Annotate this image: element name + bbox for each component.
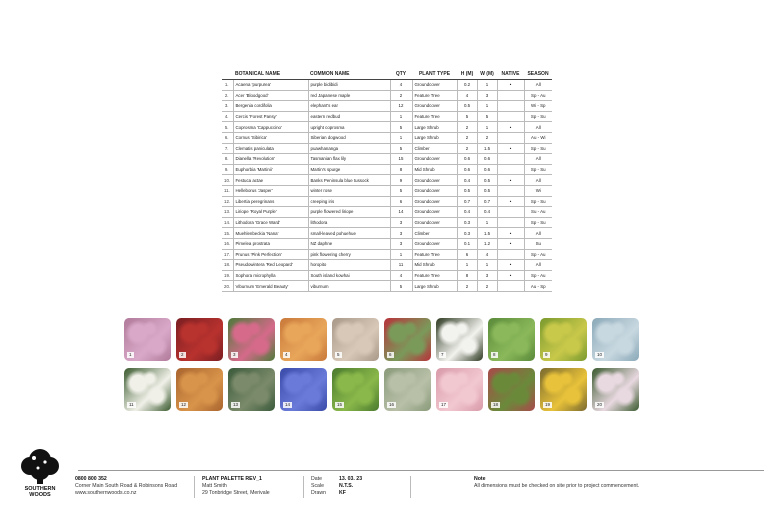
row-index: 1. <box>222 80 233 91</box>
plant-gallery <box>124 318 646 418</box>
height-cell: 2 <box>457 132 477 143</box>
native-cell: • <box>497 80 524 91</box>
plant-photo <box>332 318 379 361</box>
table-row <box>222 164 552 175</box>
common-name-cell: South island kowhai <box>308 270 390 281</box>
phone-number: 0800 800 352 <box>75 476 107 482</box>
common-name-cell: creeping iris <box>308 196 390 207</box>
plant-photo <box>228 318 275 361</box>
qty-cell: 5 <box>390 281 412 292</box>
botanical-name-cell: Acer 'Bloodgood' <box>233 90 308 101</box>
plant-photo-number: 14 <box>285 402 291 407</box>
height-cell: 2 <box>457 143 477 154</box>
height-cell: 0.6 <box>457 164 477 175</box>
logo-line-2: WOODS <box>29 492 51 498</box>
row-index: 14. <box>222 217 233 228</box>
qty-cell: 6 <box>390 196 412 207</box>
common-name-cell: NZ daphne <box>308 238 390 249</box>
height-cell: 5 <box>457 111 477 122</box>
plant-type-cell: Feature Tree <box>412 249 457 260</box>
row-index: 13. <box>222 207 233 218</box>
plant-table <box>222 68 552 292</box>
common-name-cell: elephant's ear <box>308 101 390 112</box>
row-index: 8. <box>222 154 233 165</box>
drawn-value: KF <box>339 490 346 496</box>
botanical-name-cell: Pimelea prostrata <box>233 238 308 249</box>
qty-cell: 2 <box>390 90 412 101</box>
qty-cell: 1 <box>390 111 412 122</box>
season-cell: Sp - Su <box>524 164 552 175</box>
common-name-cell: Banks Peninsula blue tussock <box>308 175 390 186</box>
header-common: COMMON NAME <box>308 68 390 80</box>
width-cell: 1 <box>477 80 497 91</box>
height-cell: 0.4 <box>457 175 477 186</box>
common-name-cell: purple bidibidi <box>308 80 390 91</box>
row-index: 16. <box>222 238 233 249</box>
common-name-cell: red Japanese maple <box>308 90 390 101</box>
date-value: 13. 03. 23 <box>339 476 363 482</box>
table-row <box>222 238 552 249</box>
native-cell <box>497 207 524 218</box>
plant-photo <box>540 318 587 361</box>
row-index: 2. <box>222 90 233 101</box>
note-title: Note <box>474 476 486 482</box>
scale-label: Scale <box>311 483 324 489</box>
row-index: 11. <box>222 185 233 196</box>
website-link[interactable]: www.southernwoods.co.nz <box>75 490 137 496</box>
table-row <box>222 154 552 165</box>
botanical-name-cell: Muehlenbeckia 'Nana' <box>233 228 308 239</box>
document-title: PLANT PALETTE REV_1 <box>202 476 262 482</box>
table-row <box>222 132 552 143</box>
season-cell: All <box>524 175 552 186</box>
table-row <box>222 80 552 91</box>
botanical-name-cell: Lithodora 'Grace Ward' <box>233 217 308 228</box>
logo-wordmark <box>18 486 62 498</box>
qty-cell: 12 <box>390 101 412 112</box>
plant-type-cell: Groundcover <box>412 185 457 196</box>
season-cell: All <box>524 154 552 165</box>
qty-cell: 5 <box>390 122 412 133</box>
width-cell: 1.2 <box>477 238 497 249</box>
native-cell: • <box>497 122 524 133</box>
plant-type-cell: Mid Shrub <box>412 260 457 271</box>
plant-type-cell: Groundcover <box>412 80 457 91</box>
width-cell: 1.5 <box>477 143 497 154</box>
season-cell: Wi <box>524 185 552 196</box>
qty-cell: 5 <box>390 185 412 196</box>
plant-type-cell: Groundcover <box>412 217 457 228</box>
botanical-name-cell: Cercis 'Forest Pansy' <box>233 111 308 122</box>
table-row <box>222 228 552 239</box>
qty-cell: 5 <box>390 143 412 154</box>
native-cell: • <box>497 175 524 186</box>
plant-schedule <box>222 68 552 292</box>
native-cell <box>497 111 524 122</box>
native-cell: • <box>497 196 524 207</box>
header-season: SEASON <box>524 68 552 80</box>
height-cell: 2 <box>457 122 477 133</box>
season-cell: All <box>524 80 552 91</box>
botanical-name-cell: Cornus 'Sibirica' <box>233 132 308 143</box>
botanical-name-cell: Acaena 'purpurea' <box>233 80 308 91</box>
table-row <box>222 90 552 101</box>
width-cell: 1 <box>477 101 497 112</box>
width-cell: 1 <box>477 217 497 228</box>
plant-photo <box>124 368 171 411</box>
plant-photo-number: 3 <box>233 352 236 357</box>
plant-photo <box>176 368 223 411</box>
season-cell: All <box>524 228 552 239</box>
height-cell: 2 <box>457 281 477 292</box>
tree-logo-icon <box>18 446 62 486</box>
plant-photo-number: 16 <box>389 402 395 407</box>
native-cell <box>497 164 524 175</box>
height-cell: 0.3 <box>457 228 477 239</box>
width-cell: 2 <box>477 281 497 292</box>
botanical-name-cell: Libertia peregrinans <box>233 196 308 207</box>
season-cell: Sp - Su <box>524 143 552 154</box>
common-name-cell: pink flowering cherry <box>308 249 390 260</box>
common-name-cell: Tasmanian flax lily <box>308 154 390 165</box>
plant-type-cell: Feature Tree <box>412 111 457 122</box>
botanical-name-cell: Prunus 'Pink Perfection' <box>233 249 308 260</box>
plant-photo <box>592 318 639 361</box>
botanical-name-cell: Euphorbia 'Martinii' <box>233 164 308 175</box>
plant-photo-number: 9 <box>545 352 548 357</box>
qty-cell: 4 <box>390 270 412 281</box>
season-cell: All <box>524 122 552 133</box>
season-cell: Au - Sp <box>524 281 552 292</box>
drawing-info-block <box>311 476 362 497</box>
width-cell: 0.7 <box>477 196 497 207</box>
header-native: NATIVE <box>497 68 524 80</box>
plant-photo-number: 1 <box>129 352 132 357</box>
common-name-cell: eastern redbud <box>308 111 390 122</box>
common-name-cell: Siberian dogwood <box>308 132 390 143</box>
plant-type-cell: Large Shrub <box>412 132 457 143</box>
qty-cell: 1 <box>390 249 412 260</box>
table-row <box>222 270 552 281</box>
width-cell: 0.6 <box>477 164 497 175</box>
title-block <box>18 446 748 502</box>
plant-photo-number: 15 <box>337 402 343 407</box>
plant-type-cell: Groundcover <box>412 207 457 218</box>
qty-cell: 9 <box>390 175 412 186</box>
plant-photo-number: 13 <box>233 402 239 407</box>
height-cell: 0.5 <box>457 185 477 196</box>
scale-value: N.T.S. <box>339 483 354 489</box>
header-index <box>222 68 233 80</box>
plant-photo-number: 5 <box>337 352 340 357</box>
common-name-cell: Martin's spurge <box>308 164 390 175</box>
plant-photo <box>384 318 431 361</box>
width-cell: 1 <box>477 122 497 133</box>
table-row <box>222 196 552 207</box>
botanical-name-cell: Pseudowintera 'Red Leopard' <box>233 260 308 271</box>
plant-photo-number: 19 <box>545 402 551 407</box>
height-cell: 0.3 <box>457 217 477 228</box>
botanical-name-cell: Clematis paniculata <box>233 143 308 154</box>
common-name-cell: small-leaved pohuehue <box>308 228 390 239</box>
height-cell: 6 <box>457 249 477 260</box>
header-botanical: BOTANICAL NAME <box>233 68 308 80</box>
plant-photo <box>280 368 327 411</box>
native-cell <box>497 90 524 101</box>
plant-type-cell: Groundcover <box>412 238 457 249</box>
common-name-cell: puawhananga <box>308 143 390 154</box>
header-type: PLANT TYPE <box>412 68 457 80</box>
plant-photo <box>124 318 171 361</box>
row-index: 12. <box>222 196 233 207</box>
plant-photo-number: 2 <box>181 352 184 357</box>
date-label: Date <box>311 476 322 482</box>
width-cell: 2 <box>477 132 497 143</box>
season-cell: Sp - Su <box>524 217 552 228</box>
gallery-row <box>124 368 646 411</box>
row-index: 5. <box>222 122 233 133</box>
height-cell: 0.7 <box>457 196 477 207</box>
botanical-name-cell: Festuca actae <box>233 175 308 186</box>
width-cell: 3 <box>477 270 497 281</box>
row-index: 9. <box>222 164 233 175</box>
gallery-row <box>124 318 646 361</box>
row-index: 6. <box>222 132 233 143</box>
site-address: 29 Tonbridge Street, Merivale <box>202 490 270 496</box>
height-cell: 0.5 <box>457 101 477 112</box>
plant-photo <box>280 318 327 361</box>
width-cell: 3 <box>477 90 497 101</box>
plant-photo <box>384 368 431 411</box>
footer-separator <box>194 476 195 498</box>
width-cell: 0.6 <box>477 154 497 165</box>
plant-type-cell: Large Shrub <box>412 281 457 292</box>
plant-photo <box>540 368 587 411</box>
botanical-name-cell: Liriope 'Royal Purple' <box>233 207 308 218</box>
logo-line-1: SOUTHERN <box>24 486 56 492</box>
width-cell: 0.5 <box>477 175 497 186</box>
header-qty: QTY <box>390 68 412 80</box>
table-row <box>222 175 552 186</box>
native-cell: • <box>497 260 524 271</box>
width-cell: 0.4 <box>477 207 497 218</box>
footer-separator <box>303 476 304 498</box>
table-row <box>222 281 552 292</box>
plant-photo-number: 6 <box>389 352 392 357</box>
row-index: 3. <box>222 101 233 112</box>
season-cell: Sp - Su <box>524 196 552 207</box>
native-cell <box>497 101 524 112</box>
table-row <box>222 207 552 218</box>
plant-photo-number: 17 <box>441 402 447 407</box>
plant-type-cell: Large Shrub <box>412 122 457 133</box>
height-cell: 0.4 <box>457 207 477 218</box>
botanical-name-cell: Helleborus 'Jasper' <box>233 185 308 196</box>
row-index: 7. <box>222 143 233 154</box>
height-cell: 0.1 <box>457 238 477 249</box>
qty-cell: 3 <box>390 238 412 249</box>
company-address: Corner Main South Road & Robinsons Road <box>75 483 178 489</box>
plant-photo-number: 7 <box>441 352 444 357</box>
header-width: W (M) <box>477 68 497 80</box>
native-cell <box>497 249 524 260</box>
native-cell <box>497 154 524 165</box>
native-cell <box>497 281 524 292</box>
botanical-name-cell: Dianella 'Revolution' <box>233 154 308 165</box>
table-row <box>222 101 552 112</box>
note-block <box>474 476 639 490</box>
plant-photo <box>488 318 535 361</box>
footer-separator <box>410 476 411 498</box>
qty-cell: 4 <box>390 80 412 91</box>
height-cell: 4 <box>457 90 477 101</box>
plant-photo-number: 4 <box>285 352 288 357</box>
plant-type-cell: Feature Tree <box>412 270 457 281</box>
width-cell: 1 <box>477 260 497 271</box>
row-index: 4. <box>222 111 233 122</box>
table-row <box>222 143 552 154</box>
client-name: Matt Smith <box>202 483 227 489</box>
season-cell: Su <box>524 238 552 249</box>
botanical-name-cell: Sophora microphylla <box>233 270 308 281</box>
plant-photo <box>436 368 483 411</box>
plant-type-cell: Mid Shrub <box>412 164 457 175</box>
plant-photo <box>176 318 223 361</box>
season-cell: Sp - Au <box>524 270 552 281</box>
season-cell: Au - Wi <box>524 132 552 143</box>
season-cell: Sp - Au <box>524 90 552 101</box>
height-cell: 0.2 <box>457 80 477 91</box>
table-row <box>222 249 552 260</box>
native-cell: • <box>497 228 524 239</box>
native-cell: • <box>497 270 524 281</box>
qty-cell: 3 <box>390 228 412 239</box>
common-name-cell: winter rose <box>308 185 390 196</box>
season-cell: Sp - Au <box>524 249 552 260</box>
drawn-label: Drawn <box>311 490 326 496</box>
plant-photo-number: 12 <box>181 402 187 407</box>
table-row <box>222 260 552 271</box>
native-cell: • <box>497 238 524 249</box>
qty-cell: 8 <box>390 164 412 175</box>
header-height: H (M) <box>457 68 477 80</box>
row-index: 20. <box>222 281 233 292</box>
plant-photo <box>228 368 275 411</box>
plant-photo-number: 8 <box>493 352 496 357</box>
plant-photo <box>488 368 535 411</box>
table-row <box>222 122 552 133</box>
common-name-cell: upright coprosma <box>308 122 390 133</box>
common-name-cell: viburnum <box>308 281 390 292</box>
row-index: 18. <box>222 260 233 271</box>
table-row <box>222 185 552 196</box>
common-name-cell: lithodora <box>308 217 390 228</box>
company-logo <box>18 446 62 500</box>
native-cell <box>497 132 524 143</box>
plant-photo <box>592 368 639 411</box>
plant-photo-number: 18 <box>493 402 499 407</box>
plant-type-cell: Groundcover <box>412 175 457 186</box>
row-index: 17. <box>222 249 233 260</box>
height-cell: 1 <box>457 260 477 271</box>
height-cell: 8 <box>457 270 477 281</box>
botanical-name-cell: Coprosma 'Cappuccino' <box>233 122 308 133</box>
plant-photo-number: 11 <box>129 402 134 407</box>
plant-type-cell: Groundcover <box>412 154 457 165</box>
season-cell: Wi - Sp <box>524 101 552 112</box>
botanical-name-cell: Bergenia cordifolia <box>233 101 308 112</box>
common-name-cell: purple flowered liriope <box>308 207 390 218</box>
project-block <box>202 476 270 497</box>
season-cell: Su - Au <box>524 207 552 218</box>
width-cell: 4 <box>477 249 497 260</box>
row-index: 19. <box>222 270 233 281</box>
width-cell: 5 <box>477 111 497 122</box>
note-text: All dimensions must be checked on site prior to project commencement. <box>474 483 640 489</box>
native-cell: • <box>497 143 524 154</box>
plant-type-cell: Climber <box>412 228 457 239</box>
plant-type-cell: Feature Tree <box>412 90 457 101</box>
qty-cell: 3 <box>390 217 412 228</box>
width-cell: 0.5 <box>477 185 497 196</box>
common-name-cell: horopito <box>308 260 390 271</box>
qty-cell: 11 <box>390 260 412 271</box>
plant-type-cell: Groundcover <box>412 101 457 112</box>
table-row <box>222 111 552 122</box>
plant-type-cell: Climber <box>412 143 457 154</box>
season-cell: Sp - Su <box>524 111 552 122</box>
table-row <box>222 217 552 228</box>
qty-cell: 1 <box>390 132 412 143</box>
footer-divider <box>78 470 764 471</box>
season-cell: All <box>524 260 552 271</box>
plant-photo-number: 10 <box>597 352 603 357</box>
row-index: 10. <box>222 175 233 186</box>
row-index: 15. <box>222 228 233 239</box>
width-cell: 1.5 <box>477 228 497 239</box>
qty-cell: 14 <box>390 207 412 218</box>
qty-cell: 15 <box>390 154 412 165</box>
botanical-name-cell: Viburnum 'Emerald Beauty' <box>233 281 308 292</box>
native-cell <box>497 217 524 228</box>
table-header-row <box>222 68 552 80</box>
plant-photo-number: 20 <box>597 402 603 407</box>
contact-block <box>75 476 177 497</box>
native-cell <box>497 185 524 196</box>
plant-type-cell: Groundcover <box>412 196 457 207</box>
height-cell: 0.6 <box>457 154 477 165</box>
plant-photo <box>436 318 483 361</box>
plant-photo <box>332 368 379 411</box>
